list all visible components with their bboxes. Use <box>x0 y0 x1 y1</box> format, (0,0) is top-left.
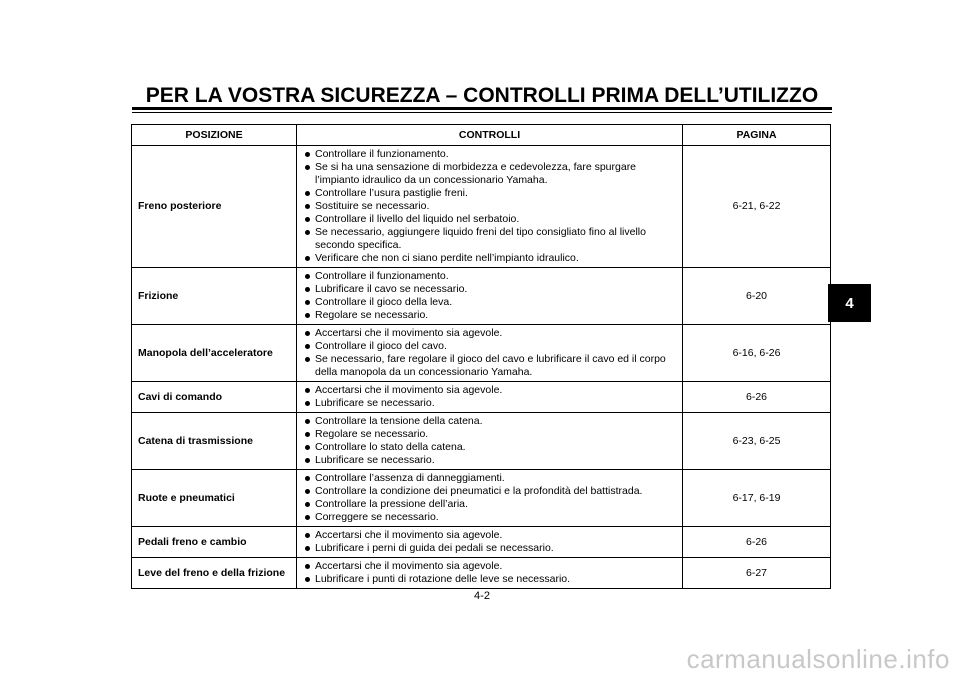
page-number: 4-2 <box>474 590 490 602</box>
list-item: Controllare la pressione dell’aria. <box>303 498 678 511</box>
cell-page: 6-26 <box>683 382 831 413</box>
list-item: Controllare il gioco del cavo. <box>303 340 678 353</box>
list-item: Accertarsi che il movimento sia agevole. <box>303 560 678 573</box>
list-item: Se necessario, fare regolare il gioco del cavo e lubrificare il cavo ed il corpo della manopola da un concessionario Yamaha. <box>303 353 678 379</box>
table-row <box>132 413 831 470</box>
cell-page: 6-16, 6-26 <box>683 325 831 382</box>
cell-position: Catena di trasmissione <box>132 413 297 470</box>
cell-checks <box>297 146 683 268</box>
list-item: Accertarsi che il movimento sia agevole. <box>303 327 678 340</box>
table-header-row <box>132 125 831 146</box>
title-rule-thick <box>132 107 832 110</box>
table-row <box>132 527 831 558</box>
list-item: Lubrificare i punti di rotazione delle leve se necessario. <box>303 573 678 586</box>
watermark: carmanualsonline.info <box>686 644 950 674</box>
list-item: Regolare se necessario. <box>303 428 678 441</box>
cell-page: 6-20 <box>683 268 831 325</box>
cell-page: 6-21, 6-22 <box>683 146 831 268</box>
cell-checks <box>297 382 683 413</box>
list-item: Controllare il funzionamento. <box>303 270 678 283</box>
column-header-position: POSIZIONE <box>132 125 297 146</box>
chapter-tab: 4 <box>828 284 871 322</box>
cell-checks <box>297 325 683 382</box>
cell-page: 6-27 <box>683 558 831 589</box>
cell-page: 6-17, 6-19 <box>683 470 831 527</box>
table-row <box>132 268 831 325</box>
cell-checks <box>297 558 683 589</box>
cell-position: Frizione <box>132 268 297 325</box>
table-row <box>132 470 831 527</box>
checks-list <box>303 384 678 410</box>
column-header-page: PAGINA <box>683 125 831 146</box>
cell-position: Ruote e pneumatici <box>132 470 297 527</box>
list-item: Se necessario, aggiungere liquido freni del tipo consigliato fino al livello secondo specifica. <box>303 226 678 252</box>
checks-list <box>303 148 678 265</box>
list-item: Sostituire se necessario. <box>303 200 678 213</box>
list-item: Accertarsi che il movimento sia agevole. <box>303 529 678 542</box>
list-item: Controllare il funzionamento. <box>303 148 678 161</box>
list-item: Controllare il livello del liquido nel serbatoio. <box>303 213 678 226</box>
table-row <box>132 146 831 268</box>
cell-checks <box>297 413 683 470</box>
list-item: Regolare se necessario. <box>303 309 678 322</box>
cell-checks <box>297 470 683 527</box>
checks-list <box>303 415 678 467</box>
list-item: Controllare l’usura pastiglie freni. <box>303 187 678 200</box>
cell-position: Manopola dell’acceleratore <box>132 325 297 382</box>
checks-list <box>303 270 678 322</box>
checks-list <box>303 560 678 586</box>
table-row <box>132 325 831 382</box>
cell-checks <box>297 268 683 325</box>
checks-table <box>131 124 831 589</box>
list-item: Controllare la condizione dei pneumatici e la profondità del battistrada. <box>303 485 678 498</box>
list-item: Lubrificare se necessario. <box>303 454 678 467</box>
list-item: Controllare la tensione della catena. <box>303 415 678 428</box>
list-item: Lubrificare i perni di guida dei pedali se necessario. <box>303 542 678 555</box>
list-item: Controllare il gioco della leva. <box>303 296 678 309</box>
list-item: Se si ha una sensazione di morbidezza e cedevolezza, fare spurgare l’impianto idraulico da un concessionario Yamaha. <box>303 161 678 187</box>
cell-checks <box>297 527 683 558</box>
list-item: Verificare che non ci siano perdite nell’impianto idraulico. <box>303 252 678 265</box>
cell-position: Leve del freno e della frizione <box>132 558 297 589</box>
table-row <box>132 558 831 589</box>
list-item: Lubrificare se necessario. <box>303 397 678 410</box>
list-item: Correggere se necessario. <box>303 511 678 524</box>
cell-page: 6-26 <box>683 527 831 558</box>
title-rule-thin <box>132 112 832 113</box>
checks-list <box>303 472 678 524</box>
cell-position: Cavi di comando <box>132 382 297 413</box>
cell-position: Freno posteriore <box>132 146 297 268</box>
list-item: Accertarsi che il movimento sia agevole. <box>303 384 678 397</box>
checks-list <box>303 529 678 555</box>
list-item: Controllare lo stato della catena. <box>303 441 678 454</box>
cell-page: 6-23, 6-25 <box>683 413 831 470</box>
page-title: PER LA VOSTRA SICUREZZA – CONTROLLI PRIMA DELL’UTILIZZO <box>145 84 819 107</box>
column-header-checks: CONTROLLI <box>297 125 683 146</box>
list-item: Controllare l’assenza di danneggiamenti. <box>303 472 678 485</box>
checks-list <box>303 327 678 379</box>
table-body <box>132 146 831 589</box>
table-row <box>132 382 831 413</box>
cell-position: Pedali freno e cambio <box>132 527 297 558</box>
list-item: Lubrificare il cavo se necessario. <box>303 283 678 296</box>
